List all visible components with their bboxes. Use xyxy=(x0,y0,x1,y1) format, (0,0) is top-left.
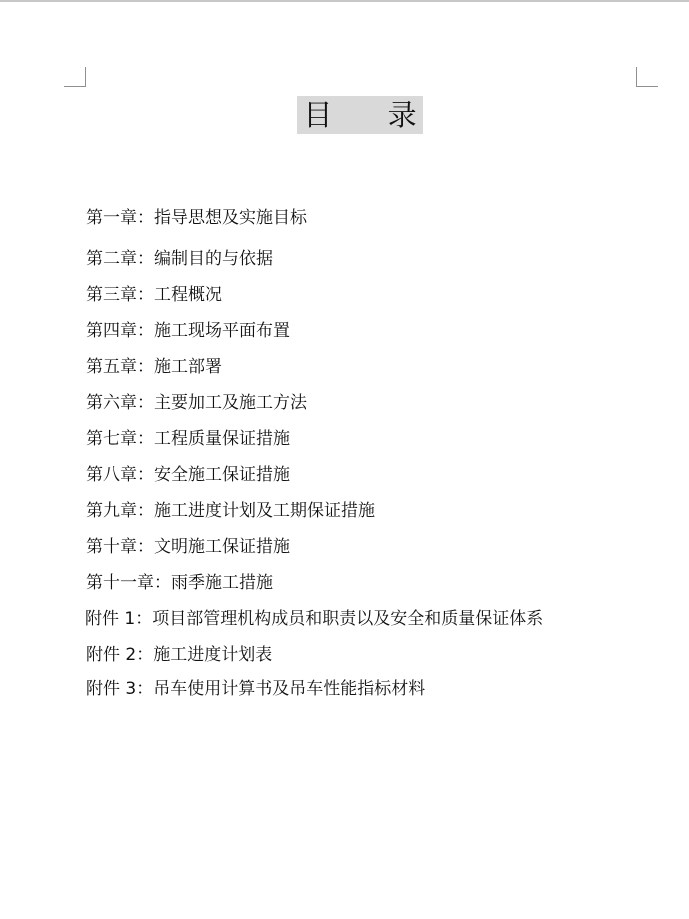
toc-entry-chapter-3: 第三章：工程概况 xyxy=(86,285,222,305)
toc-title: 目 录 xyxy=(297,96,423,134)
toc-entry-appendix-3: 附件 3：吊车使用计算书及吊车性能指标材料 xyxy=(86,679,426,699)
toc-entry-chapter-9: 第九章：施工进度计划及工期保证措施 xyxy=(86,501,375,521)
toc-entry-chapter-6: 第六章：主要加工及施工方法 xyxy=(86,393,307,413)
toc-entry-chapter-2: 第二章：编制目的与依据 xyxy=(86,249,273,269)
toc-entry-appendix-1: 附件 1：项目部管理机构成员和职责以及安全和质量保证体系 xyxy=(85,609,544,629)
toc-entry-chapter-10: 第十章：文明施工保证措施 xyxy=(86,537,290,557)
toc-entry-chapter-1: 第一章：指导思想及实施目标 xyxy=(86,208,307,228)
toc-entry-chapter-5: 第五章：施工部署 xyxy=(86,357,222,377)
toc-entry-appendix-2: 附件 2：施工进度计划表 xyxy=(86,645,273,665)
toc-entry-chapter-4: 第四章：施工现场平面布置 xyxy=(86,321,290,341)
toc-entry-chapter-11: 第十一章：雨季施工措施 xyxy=(86,573,273,593)
toc-entry-chapter-7: 第七章：工程质量保证措施 xyxy=(86,429,290,449)
toc-entry-chapter-8: 第八章：安全施工保证措施 xyxy=(86,465,290,485)
